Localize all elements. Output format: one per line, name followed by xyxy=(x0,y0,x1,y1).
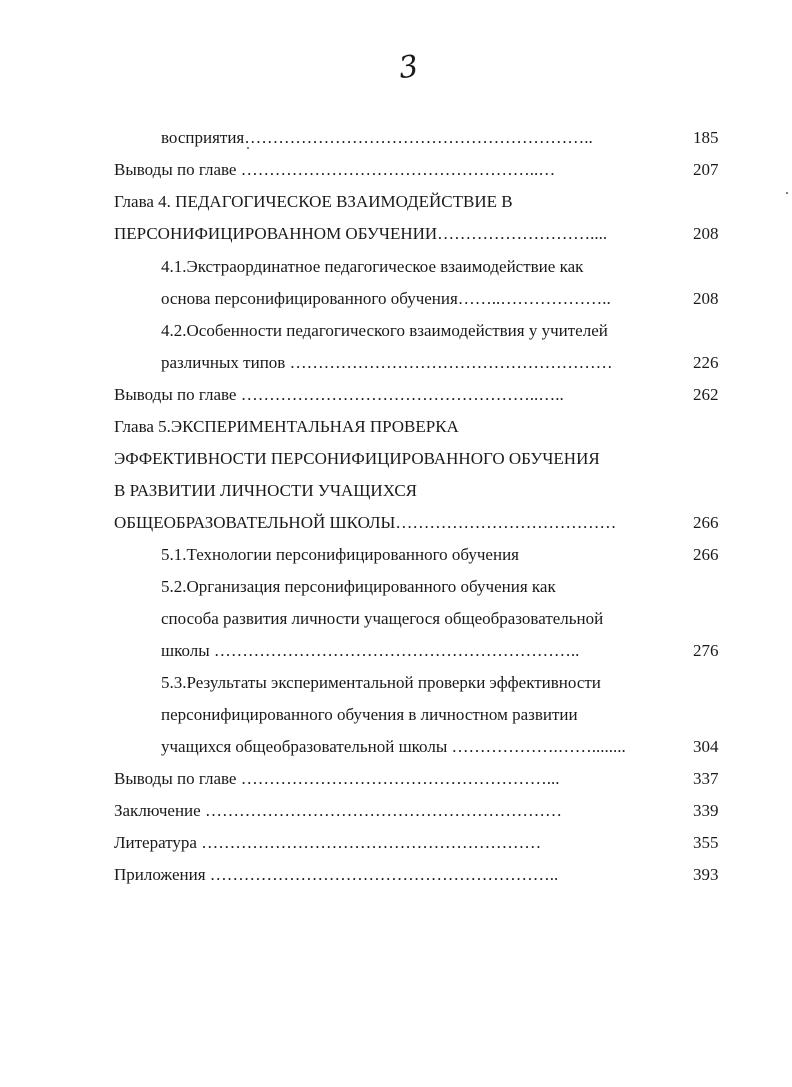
toc-section-title: 5.1.Технологии персонифицированного обучения xyxy=(161,545,519,564)
toc-entry-text: Выводы по главе ……………………………………………..….. xyxy=(114,385,564,404)
toc-chapter-title: ОБЩЕОБРАЗОВАТЕЛЬНОЙ ШКОЛЫ………………………………… xyxy=(114,513,617,532)
toc-chapter-title: В РАЗВИТИИ ЛИЧНОСТИ УЧАЩИХСЯ xyxy=(114,481,418,500)
page-number: 3 xyxy=(396,48,421,87)
toc-entry-page: 266 xyxy=(693,545,719,564)
toc-chapter-title: ЭФФЕКТИВНОСТИ ПЕРСОНИФИЦИРОВАННОГО ОБУЧЕНИЯ xyxy=(114,449,600,468)
toc-section-title: 5.3.Результаты экспериментальной проверки эффективности xyxy=(161,673,601,692)
toc-entry-page: 393 xyxy=(693,865,719,884)
toc-entry-text: Заключение ……………………………………………………… xyxy=(114,801,562,820)
toc-section-title: школы ……………………………………………………….. xyxy=(161,641,580,660)
toc-chapter-title: Глава 5.ЭКСПЕРИМЕНТАЛЬНАЯ ПРОВЕРКА xyxy=(114,417,459,436)
toc-section-title: персонифицированного обучения в личностном развитии xyxy=(161,705,578,724)
toc-chapter-title: ПЕРСОНИФИЦИРОВАННОМ ОБУЧЕНИИ……………………….... xyxy=(114,224,608,243)
toc-section-title: способа развития личности учащегося общеобразовательной xyxy=(161,609,604,628)
toc-section-title: 4.2.Особенности педагогического взаимодействия у учителей xyxy=(161,321,608,340)
toc-entry-page: 226 xyxy=(693,353,719,372)
toc-section-title: различных типов ………………………………………………… xyxy=(161,353,613,372)
toc-entry-page: 276 xyxy=(693,641,719,660)
toc-entry-text: восприятия…………………………………………………….. xyxy=(161,128,593,147)
toc-entry-page: 339 xyxy=(693,801,719,820)
toc-entry-page: 207 xyxy=(693,160,719,179)
toc-entry-text: Литература …………………………………………………… xyxy=(114,833,542,852)
toc-entry-text: Приложения …………………………………………………….. xyxy=(114,865,559,884)
toc-entry-text: Выводы по главе ………………………………………………... xyxy=(114,769,560,788)
toc-section-title: основа персонифицированного обучения……..……………….. xyxy=(161,289,611,308)
toc-entry-page: 185 xyxy=(693,128,719,147)
toc-section-title: 4.1.Экстраординатное педагогическое взаимодействие как xyxy=(161,257,584,276)
toc-entry-page: 337 xyxy=(693,769,719,788)
toc-section-title: 5.2.Организация персонифицированного обучения как xyxy=(161,577,556,596)
toc-entry-page: 355 xyxy=(693,833,719,852)
toc-entry-page: 208 xyxy=(693,289,719,308)
toc-entry-text: Выводы по главе ……………………………………………..… xyxy=(114,160,556,179)
toc-entry-page: 262 xyxy=(693,385,719,404)
toc-chapter-title: Глава 4. ПЕДАГОГИЧЕСКОЕ ВЗАИМОДЕЙСТВИЕ В xyxy=(114,192,513,211)
toc-entry-page: 266 xyxy=(693,513,719,532)
toc-section-title: учащихся общеобразовательной школы ……………….……........ xyxy=(161,737,626,756)
toc-entry-page: 304 xyxy=(693,737,719,756)
toc-entry-page: 208 xyxy=(693,224,719,243)
